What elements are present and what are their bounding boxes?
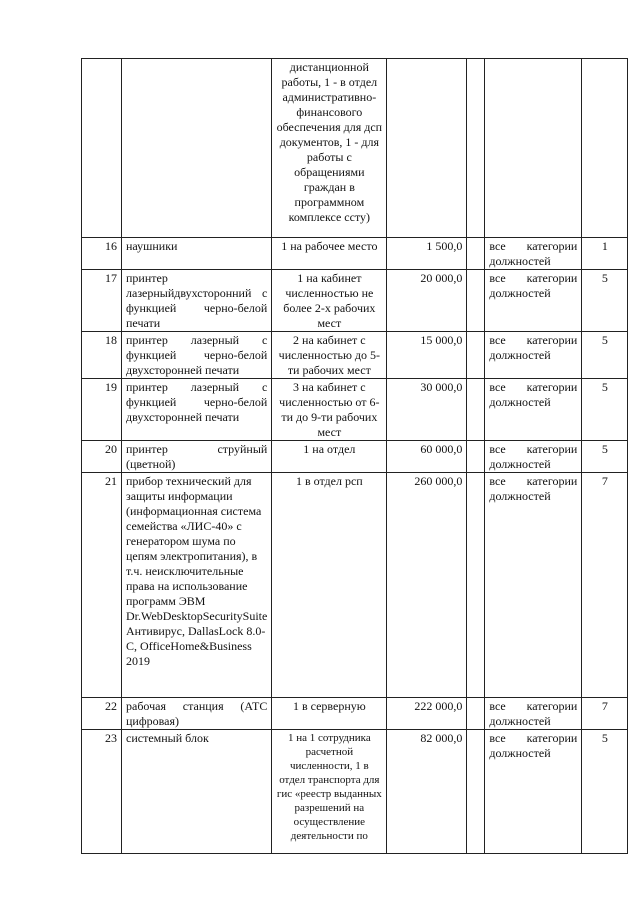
table-row-continuation: [82, 59, 628, 238]
cell-name: принтер лазерный с функцией черно-белой двухсторонней печати: [122, 379, 272, 441]
category-line-1: все категории: [489, 699, 578, 713]
cell-norm: 1 на кабинет численностью не более 2-х рабочих мест: [272, 270, 387, 332]
cell-number: 18: [82, 332, 122, 379]
category-line-1: все категории: [489, 442, 578, 456]
table-row: [82, 730, 628, 854]
table-row: [82, 270, 628, 332]
category-line-1: все категории: [489, 731, 578, 745]
cell-spacer: [467, 473, 485, 698]
cell-norm: 1 на рабочее место: [272, 238, 387, 270]
equipment-norms-table: [81, 58, 628, 854]
table-row: [82, 379, 628, 441]
cell-term: 1: [582, 238, 628, 270]
cell-price: 82 000,0: [387, 730, 467, 854]
cell-number: 19: [82, 379, 122, 441]
table-row: [82, 441, 628, 473]
cell-number: [82, 59, 122, 238]
cell-category: [485, 730, 582, 854]
cell-norm: 1 в отдел рсп: [272, 473, 387, 698]
cell-number: 21: [82, 473, 122, 698]
cell-term: 7: [582, 698, 628, 730]
cell-spacer: [467, 698, 485, 730]
cell-price: 1 500,0: [387, 238, 467, 270]
cell-category: [485, 238, 582, 270]
cell-spacer: [467, 270, 485, 332]
cell-spacer: [467, 441, 485, 473]
category-line-2: должностей: [489, 489, 551, 503]
cell-norm: 1 на отдел: [272, 441, 387, 473]
category-line-2: должностей: [489, 746, 551, 760]
cell-spacer: [467, 238, 485, 270]
cell-category: [485, 59, 582, 238]
cell-name: системный блок: [122, 730, 272, 854]
cell-term: 5: [582, 332, 628, 379]
cell-name: рабочая станция (АТС цифровая): [122, 698, 272, 730]
cell-norm: 3 на кабинет с численностью от 6-ти до 9-ти рабочих мест: [272, 379, 387, 441]
table-row: [82, 473, 628, 698]
cell-category: [485, 379, 582, 441]
cell-number: 17: [82, 270, 122, 332]
cell-price: 15 000,0: [387, 332, 467, 379]
cell-term: 5: [582, 379, 628, 441]
cell-category: [485, 270, 582, 332]
cell-spacer: [467, 332, 485, 379]
cell-norm: 2 на кабинет с численностью до 5-ти рабочих мест: [272, 332, 387, 379]
cell-name: принтер струйный (цветной): [122, 441, 272, 473]
cell-category: [485, 473, 582, 698]
cell-price: 30 000,0: [387, 379, 467, 441]
cell-name: [122, 59, 272, 238]
category-line-1: все категории: [489, 333, 578, 347]
cell-name: принтер лазерный с функцией черно-белой двухсторонней печати: [122, 332, 272, 379]
table-row: [82, 698, 628, 730]
category-line-1: все категории: [489, 474, 578, 488]
cell-category: [485, 441, 582, 473]
cell-norm: 1 на 1 сотрудника расчетной численности, 1 в отдел транспорта для гис «реестр выданных разрешений на осуществление деятельности по: [272, 730, 387, 854]
cell-name: принтер лазерныйдвухсторонний с функцией черно-белой печати: [122, 270, 272, 332]
cell-price: 260 000,0: [387, 473, 467, 698]
cell-norm: 1 в серверную: [272, 698, 387, 730]
cell-name: наушники: [122, 238, 272, 270]
cell-term: 5: [582, 270, 628, 332]
cell-price: 20 000,0: [387, 270, 467, 332]
table-row: [82, 332, 628, 379]
cell-norm: дистанционной работы, 1 - в отдел административно-финансового обеспечения для дсп документов, 1 - для работы с обращениями граждан в программном комплексе ссту): [272, 59, 387, 238]
cell-spacer: [467, 379, 485, 441]
category-line-1: все категории: [489, 239, 578, 253]
cell-number: 16: [82, 238, 122, 270]
cell-term: 7: [582, 473, 628, 698]
cell-category: [485, 332, 582, 379]
cell-spacer: [467, 59, 485, 238]
cell-category: [485, 698, 582, 730]
cell-term: 5: [582, 441, 628, 473]
cell-number: 22: [82, 698, 122, 730]
cell-price: 222 000,0: [387, 698, 467, 730]
cell-price: [387, 59, 467, 238]
cell-term: [582, 59, 628, 238]
category-line-2: должностей: [489, 714, 551, 728]
cell-price: 60 000,0: [387, 441, 467, 473]
category-line-1: все категории: [489, 380, 578, 394]
category-line-1: все категории: [489, 271, 578, 285]
cell-name: прибор технический для защиты информации (информационная система семейства «ЛИС-40» с генератором шума по цепям электропитания), в т.ч. неисключительные права на использование программ ЭВМ Dr.WebDesktopSecuritySuite Антивирус, DallasLock 8.0-С, OfficeHome&Business 2019: [122, 473, 272, 698]
category-line-2: должностей: [489, 254, 551, 268]
cell-number: 23: [82, 730, 122, 854]
cell-spacer: [467, 730, 485, 854]
category-line-2: должностей: [489, 457, 551, 471]
category-line-2: должностей: [489, 395, 551, 409]
cell-number: 20: [82, 441, 122, 473]
cell-term: 5: [582, 730, 628, 854]
table-row: [82, 238, 628, 270]
category-line-2: должностей: [489, 348, 551, 362]
category-line-2: должностей: [489, 286, 551, 300]
